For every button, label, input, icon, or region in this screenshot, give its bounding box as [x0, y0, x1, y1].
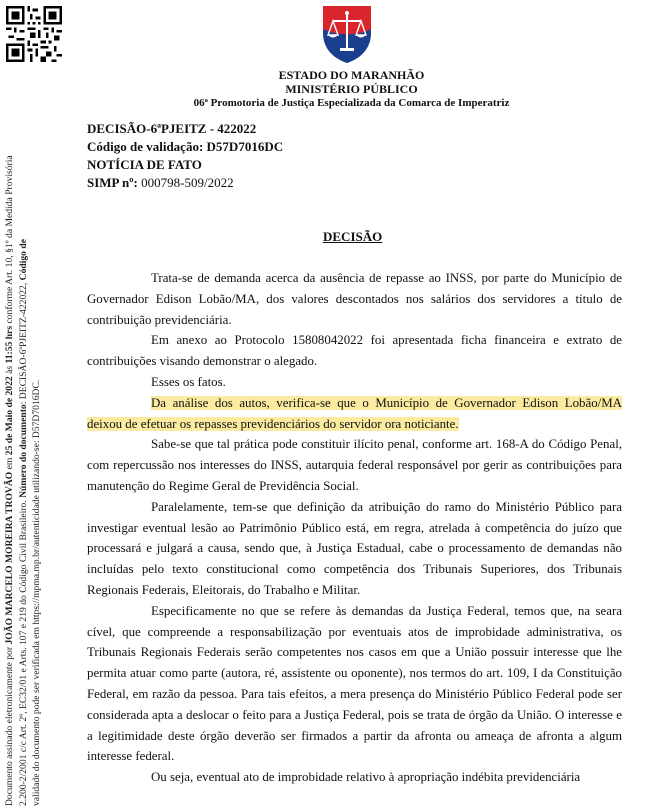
page-title: DECISÃO [323, 229, 383, 244]
highlighted-text[interactable]: Da análise dos autos, verifica-se que o Município de Governador Edison Lobão/MA deixou de efetuar os repasses previdenciários do servidor ora noticiante. [87, 395, 622, 431]
notice-label: NOTÍCIA DE FATO [87, 157, 202, 172]
validation-code: D57D7016DC [206, 139, 284, 154]
simp-value: 000798-509/2022 [141, 175, 234, 190]
sidebar-line-2: 2.200-2/2001 c/c Art. 2º, EC32/01 e Arts. 107 e 219 do Código Civil Brasileiro. Número do documento: DECISÃO-6ªPJEITZ-422022, Código de [17, 239, 29, 806]
header-office: 06ª Promotoria de Justiça Especializada da Comarca de Imperatriz [193, 97, 510, 109]
paragraph-4-highlighted [87, 393, 622, 435]
qr-code [6, 6, 62, 62]
document-meta [87, 120, 283, 192]
header-ministry: MINISTÉRIO PÚBLICO [285, 82, 418, 96]
paragraph-1: Trata-se de demanda acerca da ausência de repasse ao INSS, por parte do Município de Governador Edison Lobão/MA, dos valores descontados nos salários dos servidores a título de contribuição previdenciária. [87, 271, 622, 327]
signature-sidebar [3, 66, 59, 806]
paragraph-7: Especificamente no que se refere às demandas da Justiça Federal, temos que, na seara cível, que compreende a responsabilização por eventuais atos de improbidade administrativa, os Tribunais Regionais Federais serão competentes nos casos em que a União possuir interesse que lhe permita atuar como parte (autora, ré, assistente ou oponente), nos termos do art. 109, I da Constituição Federal, em razão da pessoa. Para tais efeitos, a mera presença do Ministério Público Federal pode ser considerada apta a deslocar o feito para a Justiça Federal, pois se trata de órgão da União. O interesse e a legitimidade deste órgão deverão ser firmados a partir da afronta ou ameaça de afronta a algum interesse federal. [87, 603, 622, 764]
simp-label: SIMP nº: [87, 175, 138, 190]
paragraph-3: Esses os fatos. [151, 374, 226, 389]
paragraph-2: Em anexo ao Protocolo 15808042022 foi apresentada ficha financeira e extrato de contribuições visando demonstrar o alegado. [87, 333, 622, 369]
paragraph-8: Ou seja, eventual ato de improbidade relativo à apropriação indébita previdenciária [151, 770, 581, 785]
validation-label: Código de validação: [87, 139, 204, 154]
document-body [87, 268, 622, 788]
header-state: ESTADO DO MARANHÃO [278, 68, 425, 82]
ministerio-publico-logo [319, 3, 375, 65]
decision-id: DECISÃO-6ªPJEITZ - 422022 [87, 121, 257, 136]
paragraph-5: Sabe-se que tal prática pode constituir ilícito penal, conforme art. 168-A do Código Penal, com repercussão nos interesses do INSS, autarquia federal responsável por gerir as contribuições para manutenção do Regime Geral de Previdência Social. [87, 437, 622, 493]
sidebar-line-3: validade do documento pode ser verificada em https://mpma.mp.br/autenticidade utilizando-se: D57D7016DC. [31, 379, 42, 806]
paragraph-6: Paralelamente, tem-se que definição da atribuição do ramo do Ministério Público para investigar eventual lesão ao Patrimônio Público está, em regra, atrelada à competência do juízo que processará e julgará a causa, sendo que, à Justiça Estadual, cabe o processamento de demandas não incluídas pelo texto constitucional como competência dos Tribunais Superiores, dos Tribunais Regionais Federais, Eleitorais, do Trabalho e Militar. [87, 499, 622, 597]
sidebar-line-1: Documento assinado eletronicamente por JOÃO MARCELO MOREIRA TROVÃO em 25 de Maio de 2022 às 11:55 hrs conforme Art. 10, §1º da Medida Provisória [4, 155, 15, 806]
